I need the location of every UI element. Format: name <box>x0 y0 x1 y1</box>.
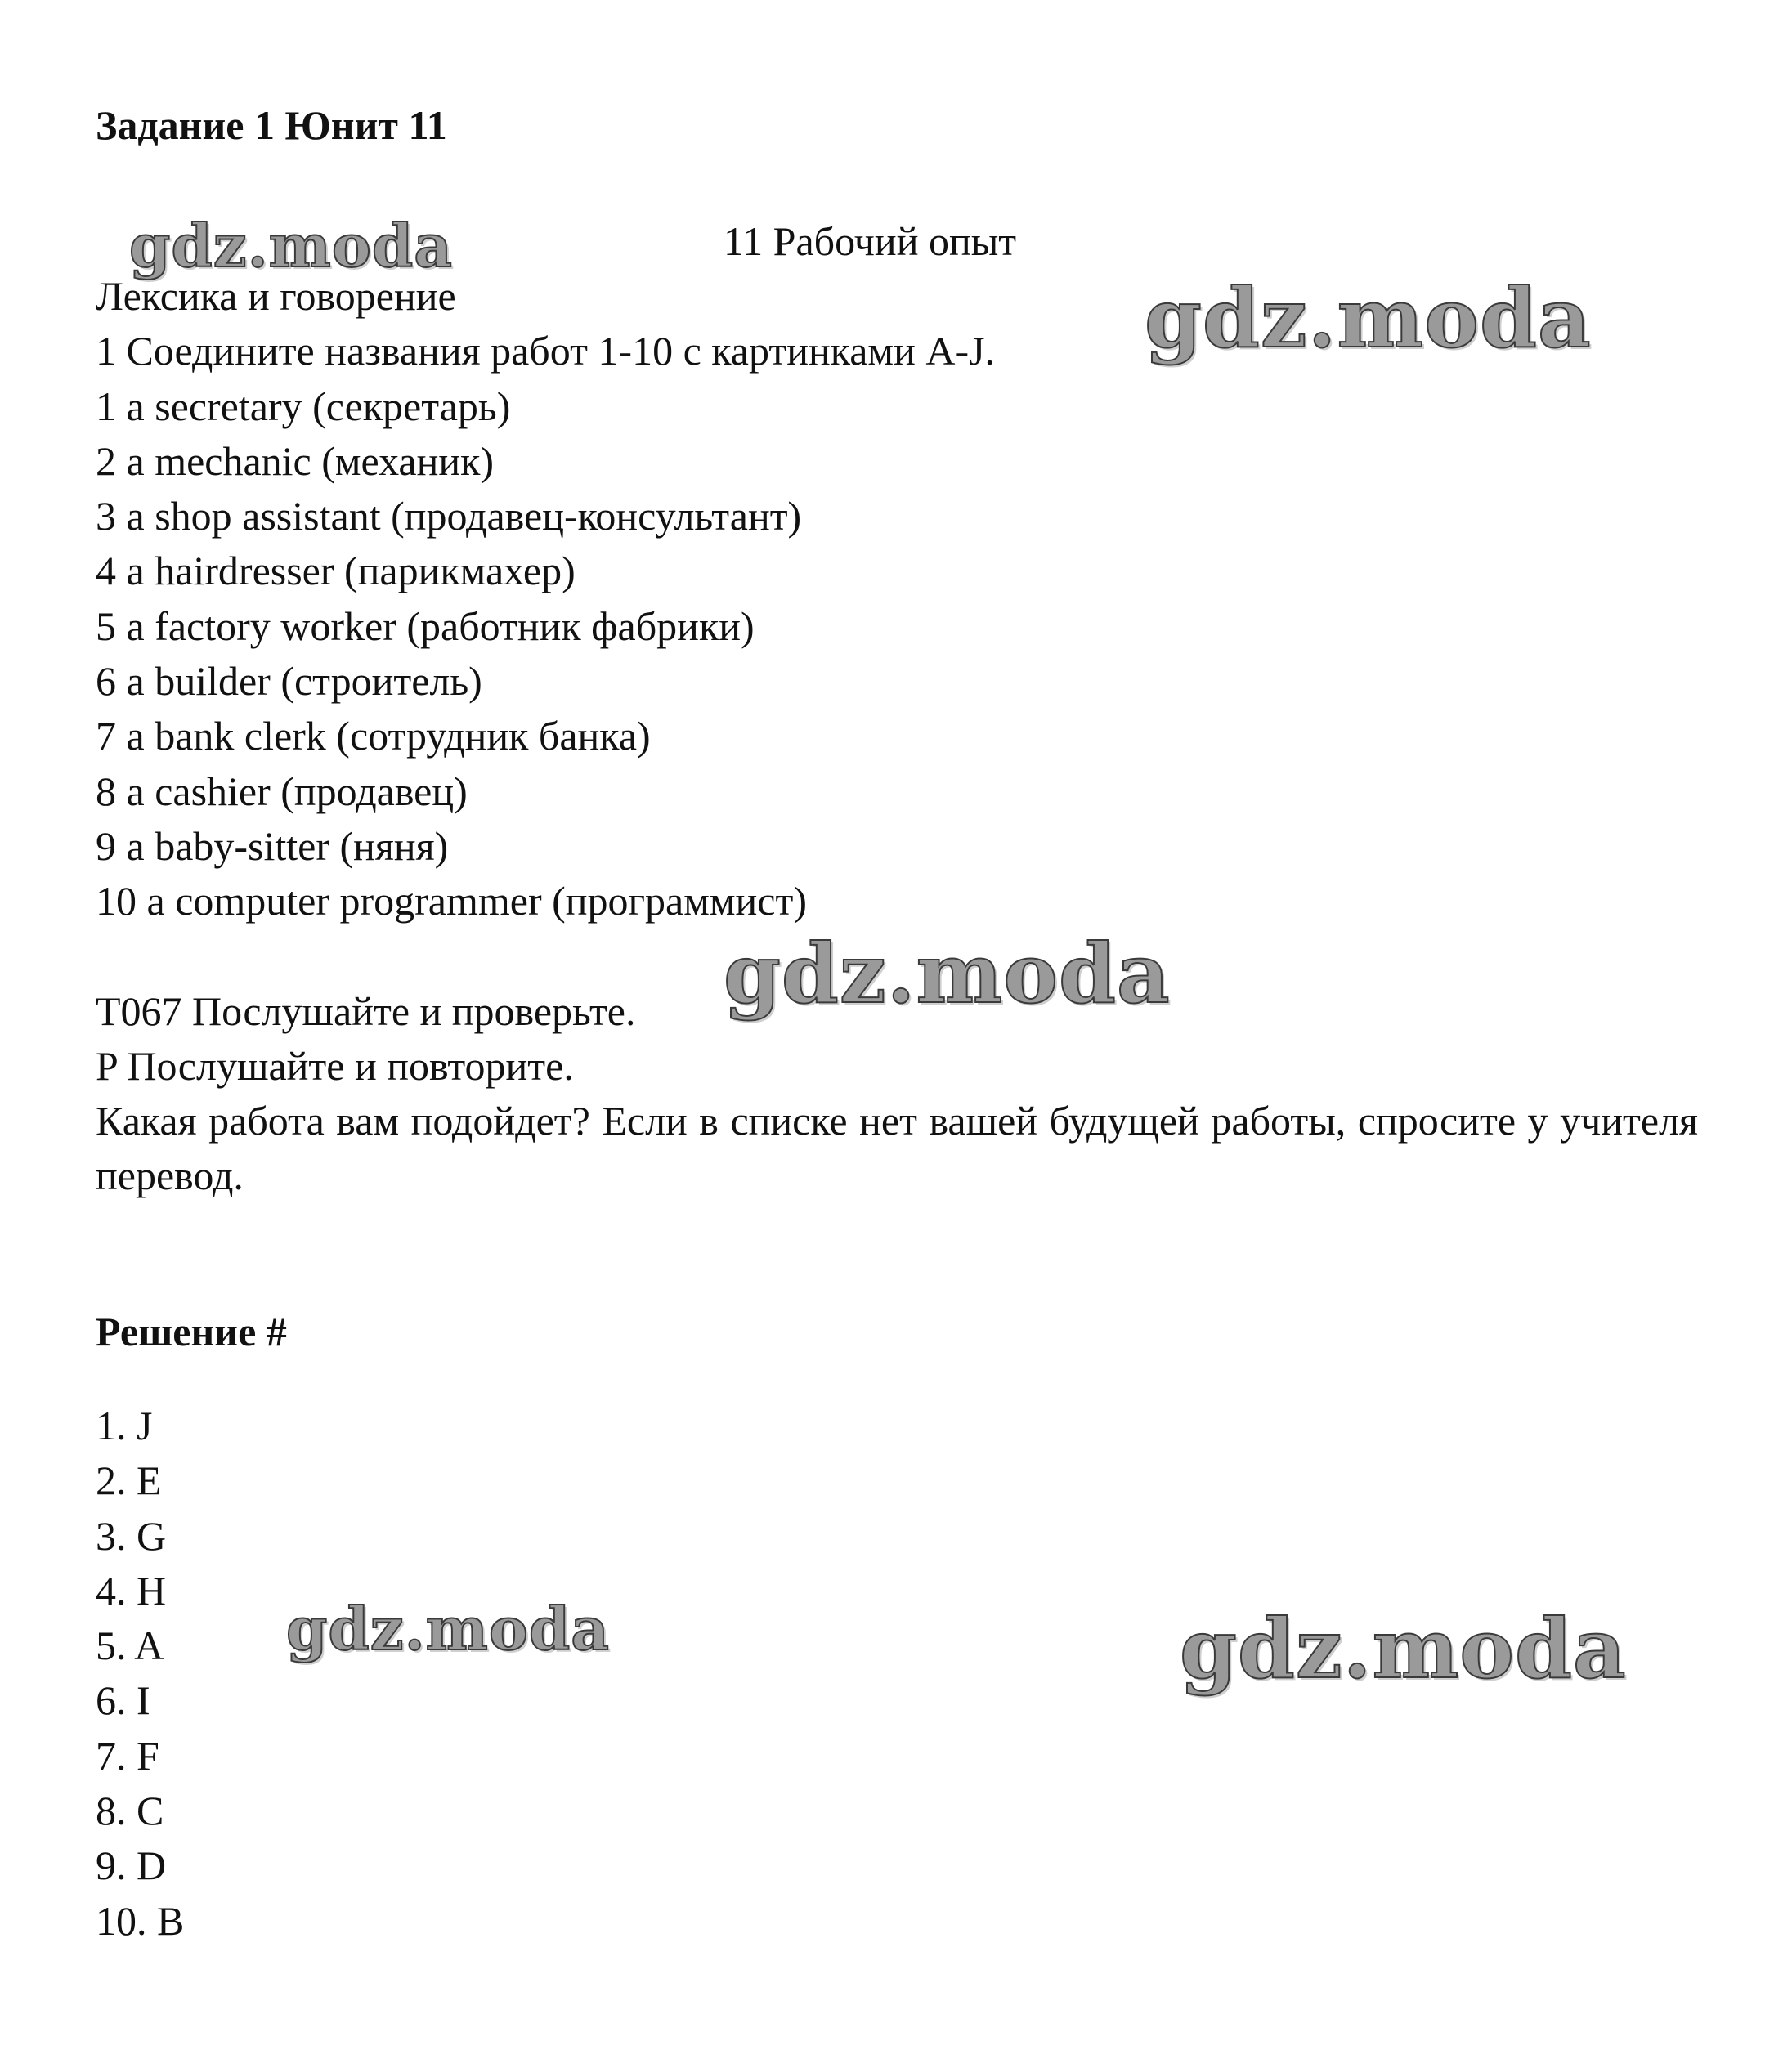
job-item: 6 a builder (строитель) <box>96 658 482 705</box>
answer-item: 5. A <box>96 1623 164 1669</box>
answer-item: 10. B <box>96 1897 185 1944</box>
question-paragraph: Какая работа вам подойдет? Если в списке нет вашей будущей работы, спросите у учителя перевод. <box>96 1098 1698 1199</box>
job-item: 9 a baby-sitter (няня) <box>96 822 449 869</box>
job-item: 8 a cashier (продавец) <box>96 768 468 814</box>
page-title: Задание 1 Юнит 11 <box>96 102 447 148</box>
unit-title: 11 Рабочий опыт <box>724 218 1017 264</box>
solution-title: Решение # <box>96 1309 287 1354</box>
job-item: 3 a shop assistant (продавец-консультант) <box>96 493 802 539</box>
task-instruction: 1 Соедините названия работ 1-10 с картинками A-J. <box>96 328 996 374</box>
answer-item: 9. D <box>96 1842 167 1889</box>
watermark: gdz.moda <box>724 925 1171 1022</box>
watermark: gdz.moda <box>1145 270 1592 366</box>
task-content <box>96 269 1698 1204</box>
listen-check-text: T067 Послушайте и проверьте. <box>96 987 636 1034</box>
answer-item: 6. I <box>96 1677 150 1724</box>
answer-item: 3. G <box>96 1512 167 1559</box>
watermark: gdz.moda <box>286 1594 610 1663</box>
answer-item: 8. C <box>96 1788 164 1834</box>
section-heading: Лексика и говорение <box>96 273 456 319</box>
job-list <box>96 379 1698 929</box>
answer-item: 4. H <box>96 1567 167 1614</box>
job-item: 1 a secretary (секретарь) <box>96 383 511 429</box>
job-item: 5 a factory worker (работник фабрики) <box>96 602 755 649</box>
job-item: 2 a mechanic (механик) <box>96 437 495 484</box>
listen-repeat-text: P Послушайте и повторите. <box>96 1042 574 1089</box>
watermark: gdz.moda <box>1180 1600 1627 1697</box>
job-item: 4 a hairdresser (парикмахер) <box>96 548 576 594</box>
answer-item: 1. J <box>96 1403 153 1448</box>
answer-item: 7. F <box>96 1732 159 1779</box>
job-item: 7 a bank clerk (сотрудник банка) <box>96 713 651 759</box>
answer-list <box>96 1399 184 1949</box>
watermark: gdz.moda <box>129 211 453 280</box>
job-item: 10 a computer programmer (программист) <box>96 878 807 924</box>
answer-item: 2. E <box>96 1457 162 1504</box>
